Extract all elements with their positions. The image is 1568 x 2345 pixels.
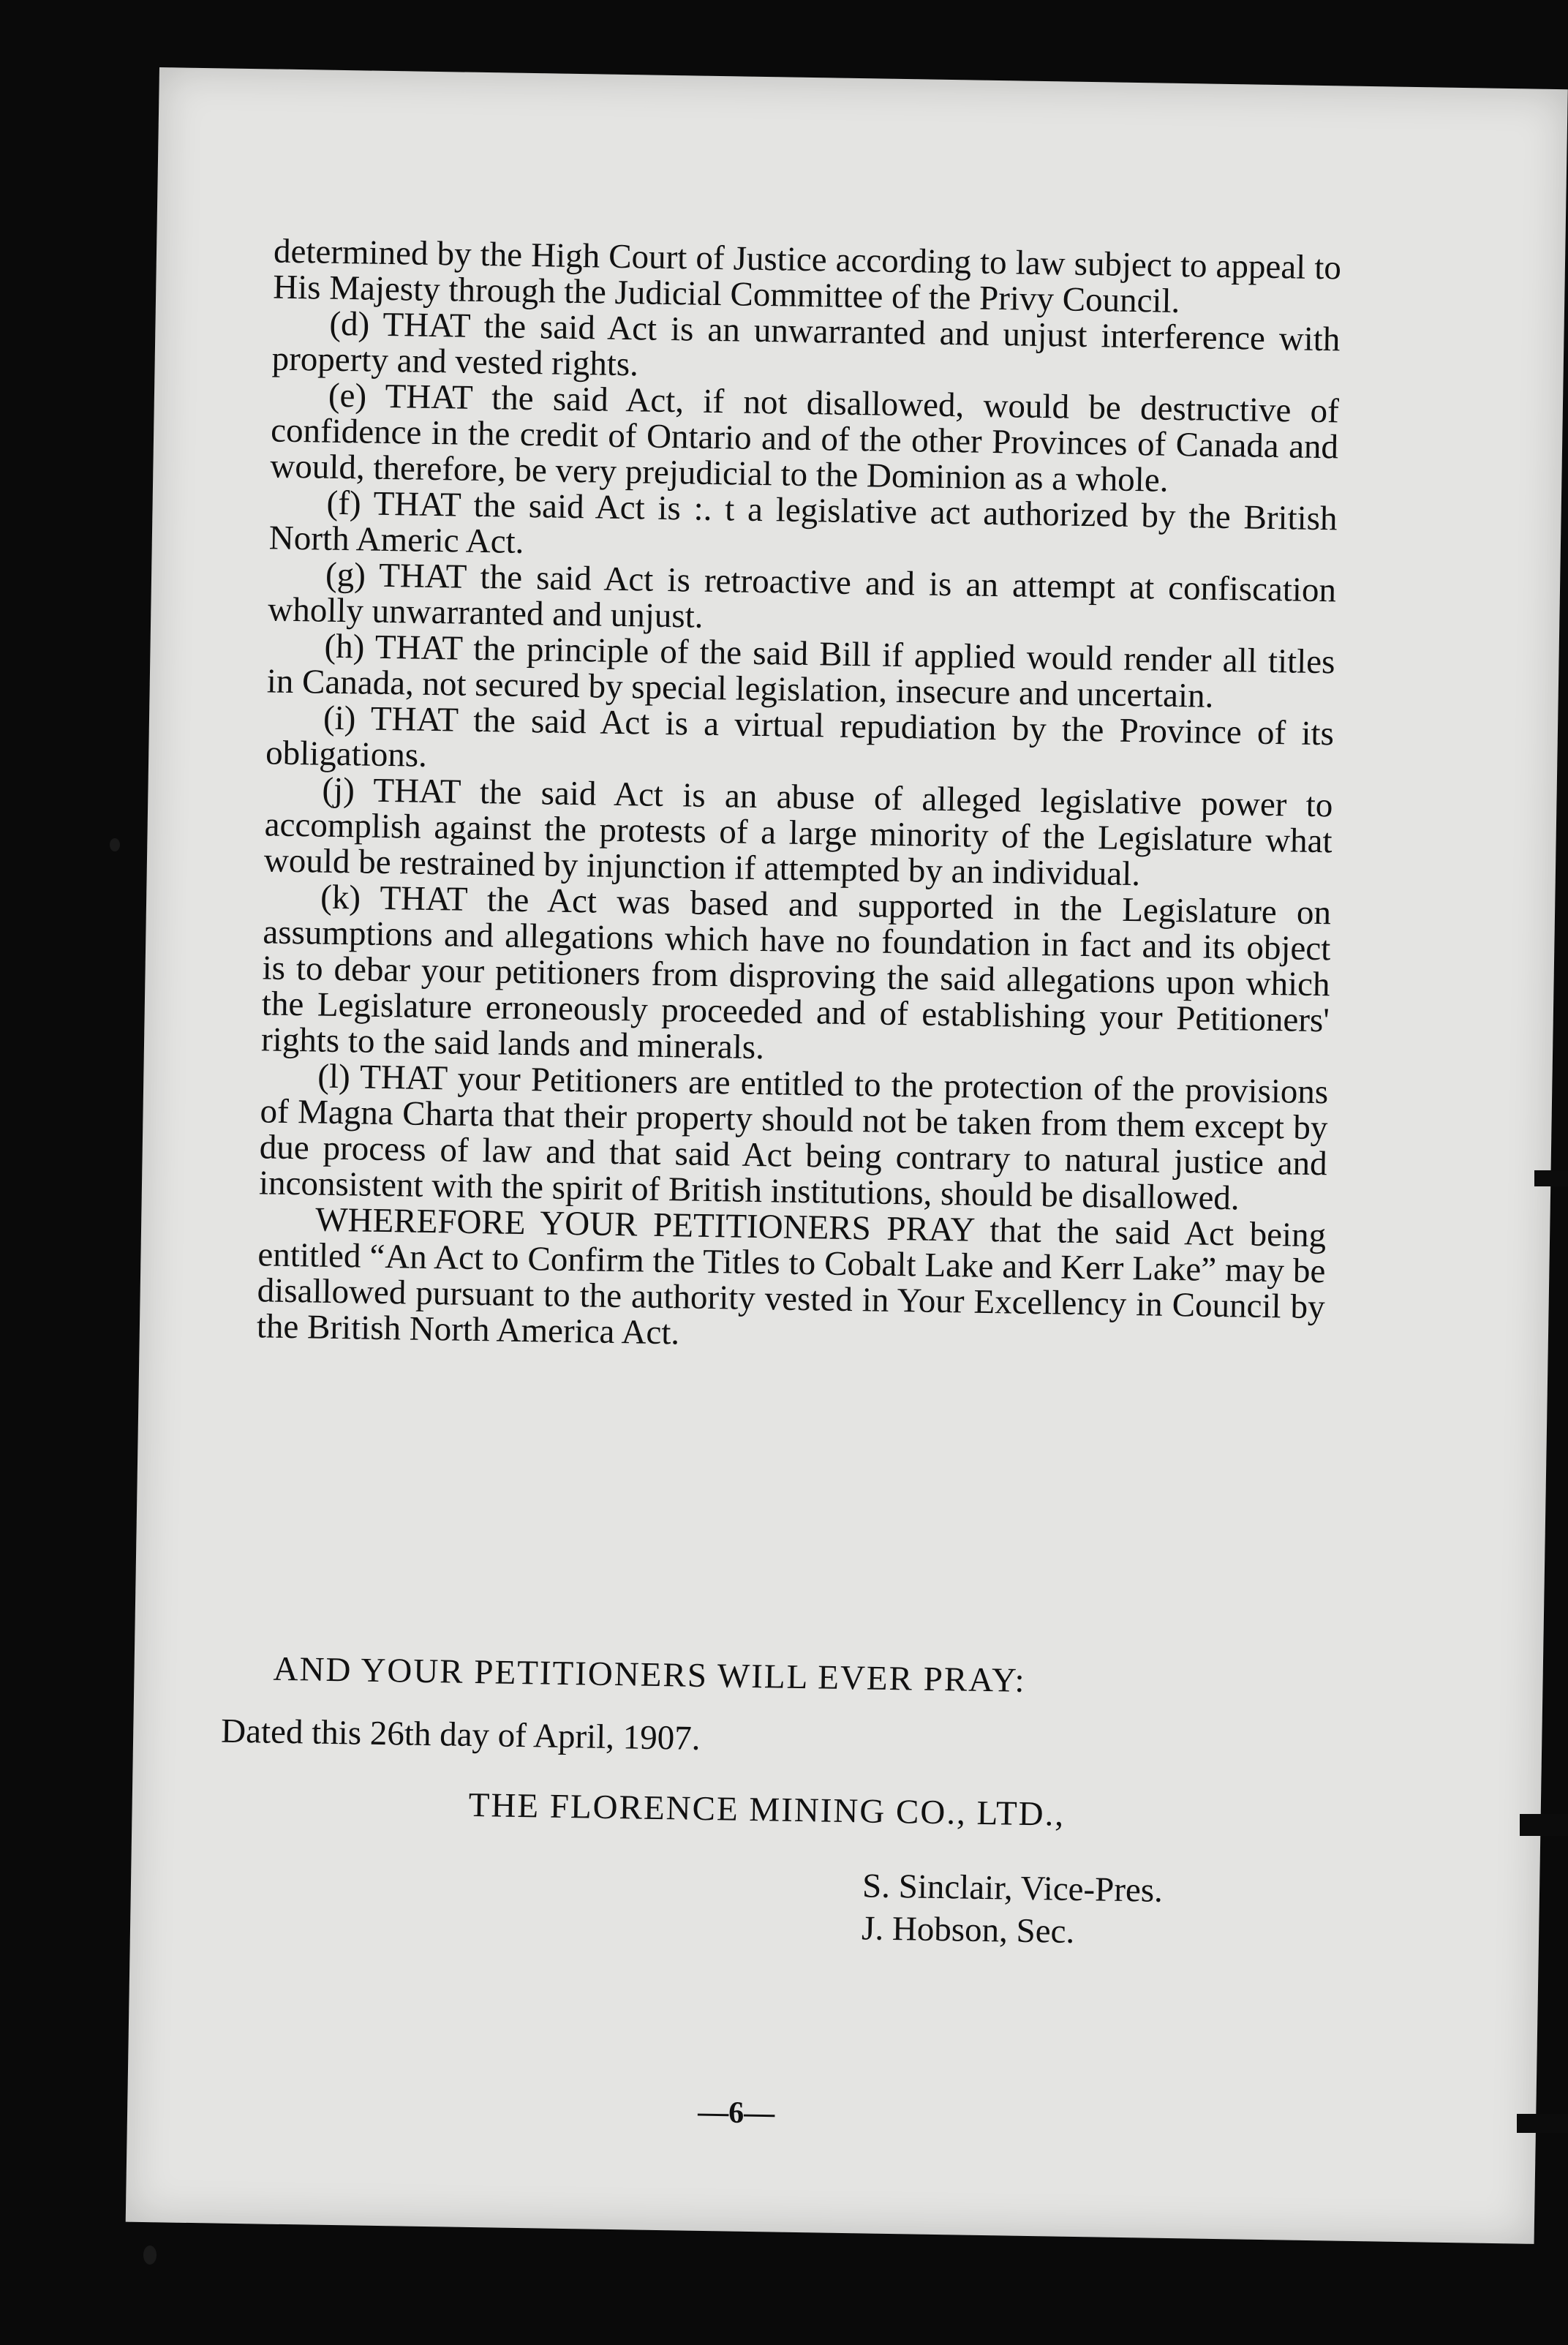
paragraph-d: (d) THAT the said Act is an unwarranted and unjust interference with property and vested rights. [271,304,1341,384]
paragraph-e: (e) THAT the said Act, if not disallowed, would be destructive of confidence in the credit of Ontario and of the other Provinces of Canada and would, therefore, be very prejudicial to the Dominion as a whole. [270,376,1340,500]
binding-mark-3 [1517,2114,1568,2133]
petition-body [257,233,1342,1361]
scan-speck-1 [143,2246,157,2265]
paragraph-l: (l) THAT your Petitioners are entitled to the protection of the provisions of Magna Charta that their property should not be taken from them except by due process of law and that said Act being contrary to natural justice and inconsistent with the spirit of British institutions, should be disallowed. [258,1057,1329,1218]
closing-prayer: AND YOUR PETITIONERS WILL EVER PRAY: [273,1649,1026,1700]
signer-vice-president: S. Sinclair, Vice-Pres. [862,1867,1164,1910]
document-page [126,67,1568,2244]
page-number: —6— [697,2095,775,2131]
binding-mark-1 [1534,1170,1568,1186]
paragraph-h: (h) THAT the principle of the said Bill if applied would render all titles in Canada, not secured by special legislation, insecure and uncertain. [266,627,1335,715]
scan-speck-2 [110,838,120,851]
paragraph-wherefore: WHEREFORE YOUR PETITIONERS PRAY that the said Act being entitled “An Act to Confirm the Titles to Cobalt Lake and Kerr Lake” may be disallowed pursuant to the authority vested in Your Excellency in Council by the British North America Act. [256,1200,1327,1352]
paragraph-f: (f) THAT the said Act is :. t a legislative act authorized by the British North Americ Act. [268,483,1338,561]
paragraph-g: (g) THAT the said Act is retroactive and is an attempt at confiscation wholly unwarranted and unjust. [267,555,1337,636]
paragraph-k: (k) THAT the Act was based and supported in the Legislature on assumptions and allegations which have no foundation in fact and its object is to debar your petitioners from disproving the said allegations upon which the Legislature erroneously proceeded and of establishing your Petitioners' rights to the said lands and minerals. [260,878,1332,1067]
signatories [862,1864,1331,1957]
paragraph-i: (i) THAT the said Act is a virtual repudiation by the Province of its obligations. [265,699,1335,775]
signer-secretary: J. Hobson, Sec. [861,1909,1075,1951]
paragraph-continuation: determined by the High Court of Justice according to law subject to appeal to His Majesty through the Judicial Committee of the Privy Council. [272,232,1342,320]
company-name: THE FLORENCE MINING CO., LTD., [468,1785,1066,1834]
paragraph-j: (j) THAT the said Act is an abuse of alleged legislative power to accomplish against the protests of a large minority of the Legislature what would be restrained by injunction if attempted by an individual. [263,770,1333,894]
date-line: Dated this 26th day of April, 1907. [220,1712,701,1758]
binding-mark-2 [1520,1814,1568,1836]
closing-section [218,1649,1334,1957]
